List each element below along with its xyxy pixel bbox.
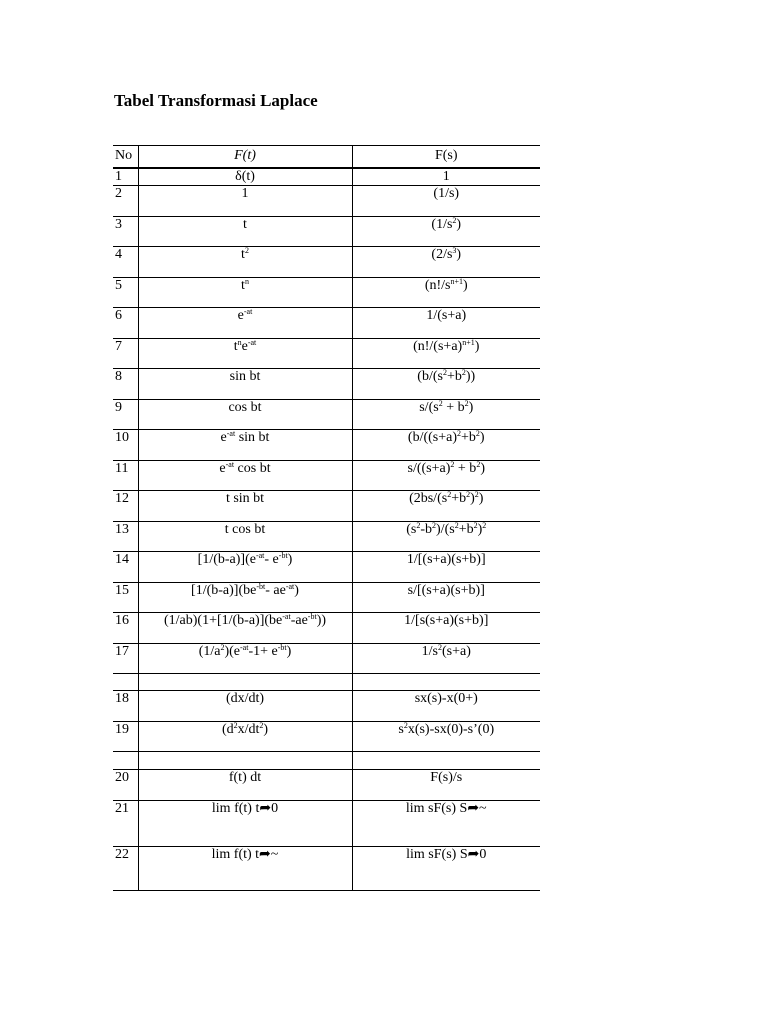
cell-no: 16 <box>113 612 138 643</box>
cell-fs: ($b/((s+a)^2+b^2)$ <box>352 429 540 460</box>
cell-ft <box>138 673 352 690</box>
table-row <box>113 643 540 673</box>
cell-no: 13 <box>113 521 138 551</box>
cell-fs <box>352 673 540 690</box>
cell-fs: lim sF(s) S➦0 <box>352 846 540 890</box>
table-row <box>113 168 540 185</box>
cell-no: 21 <box>113 800 138 846</box>
cell-fs: sx(s)-x(0+) <box>352 690 540 721</box>
cell-no: 19 <box>113 721 138 751</box>
table-row <box>113 721 540 751</box>
cell-no: 3 <box>113 216 138 246</box>
cell-no: 10 <box>113 429 138 460</box>
header-ft: F(t) <box>138 146 352 169</box>
cell-fs: $(n!/s^{n+1})$ <box>352 277 540 307</box>
cell-ft: $(1/ab)(1+[1/(b-a)](be^{-at}-ae^{-bt}))$ <box>138 612 352 643</box>
cell-fs: $s^2x(s)-sx(0)-s’(0)$ <box>352 721 540 751</box>
cell-no: 22 <box>113 846 138 890</box>
cell-fs: 1/[s(s+a)(s+b)] <box>352 612 540 643</box>
table-row <box>113 551 540 582</box>
cell-no: 15 <box>113 582 138 612</box>
header-fs: F(s) <box>352 146 540 169</box>
cell-no: 8 <box>113 368 138 399</box>
cell-fs: $(1/s^2)$ <box>352 216 540 246</box>
table-row <box>113 429 540 460</box>
cell-fs: $s/(s^2 + b^2)$ <box>352 399 540 429</box>
cell-no: 6 <box>113 307 138 338</box>
table-row <box>113 769 540 800</box>
cell-ft: 1 <box>138 185 352 216</box>
cell-ft: lim f(t) t➦0 <box>138 800 352 846</box>
cell-no <box>113 751 138 769</box>
cell-fs: $(b/(s^2+b^2))$ <box>352 368 540 399</box>
cell-no: 12 <box>113 490 138 521</box>
cell-no: 17 <box>113 643 138 673</box>
cell-no: 14 <box>113 551 138 582</box>
cell-no: 20 <box>113 769 138 800</box>
cell-fs: lim sF(s) S➦~ <box>352 800 540 846</box>
header-row <box>113 146 540 169</box>
cell-ft: $(d^2x/dt^2)$ <box>138 721 352 751</box>
cell-fs: $1/s^2(s+a)$ <box>352 643 540 673</box>
table-row <box>113 338 540 368</box>
cell-ft: $t^ne^{-at}$ <box>138 338 352 368</box>
table-row <box>113 216 540 246</box>
cell-ft: t sin bt <box>138 490 352 521</box>
table-row <box>113 307 540 338</box>
cell-ft: $t^2$ <box>138 246 352 277</box>
cell-fs: $(s^2-b^2)/(s^2+b^2)^2$ <box>352 521 540 551</box>
cell-no <box>113 673 138 690</box>
cell-fs <box>352 751 540 769</box>
header-no: No <box>113 146 138 169</box>
cell-fs: $(2/s^3)$ <box>352 246 540 277</box>
table-row <box>113 399 540 429</box>
cell-fs: 1 <box>352 168 540 185</box>
cell-ft: $[1/(b-a)](be^{-bt}-$ $ae^{-at}$) <box>138 582 352 612</box>
cell-fs: $s/((s+a)^2 + b^2)$ <box>352 460 540 490</box>
cell-ft: lim f(t) t➦~ <box>138 846 352 890</box>
cell-ft: cos bt <box>138 399 352 429</box>
table-row <box>113 368 540 399</box>
cell-no: 11 <box>113 460 138 490</box>
table-row <box>113 277 540 307</box>
cell-no: 7 <box>113 338 138 368</box>
cell-fs: 1/[(s+a)(s+b)] <box>352 551 540 582</box>
cell-fs: 1/(s+a) <box>352 307 540 338</box>
cell-ft: $e^{-at}$ cos bt <box>138 460 352 490</box>
cell-ft: $e^{-at}$ <box>138 307 352 338</box>
cell-no: 2 <box>113 185 138 216</box>
table-row <box>113 612 540 643</box>
table-row <box>113 582 540 612</box>
table-row <box>113 690 540 721</box>
table-row <box>113 846 540 890</box>
cell-no: 5 <box>113 277 138 307</box>
table-row <box>113 751 540 769</box>
cell-ft: $t^n$ <box>138 277 352 307</box>
table-row <box>113 246 540 277</box>
cell-fs: s/[(s+a)(s+b)] <box>352 582 540 612</box>
cell-ft: $(1/a^2)(e^{-at}-1+ e^{-bt})$ <box>138 643 352 673</box>
cell-fs: F(s)/s <box>352 769 540 800</box>
cell-no: 9 <box>113 399 138 429</box>
table-row <box>113 490 540 521</box>
table-body <box>113 168 540 890</box>
cell-fs: $(2bs/(s^2+b^2)^2)$ <box>352 490 540 521</box>
cell-no: 1 <box>113 168 138 185</box>
cell-ft: t cos bt <box>138 521 352 551</box>
table-header <box>113 146 540 169</box>
table-row <box>113 800 540 846</box>
cell-no: 18 <box>113 690 138 721</box>
cell-ft: f(t) dt <box>138 769 352 800</box>
cell-ft: t <box>138 216 352 246</box>
cell-ft: sin bt <box>138 368 352 399</box>
cell-ft: $[1/(b-a)](e^{-at}-$ $e^{-bt}$) <box>138 551 352 582</box>
page-title: Tabel Transformasi Laplace <box>114 91 318 110</box>
table-row <box>113 673 540 690</box>
cell-fs: $(n!/(s+a)^{n+1})$ <box>352 338 540 368</box>
cell-no: 4 <box>113 246 138 277</box>
laplace-table <box>113 145 540 891</box>
cell-fs: (1/s) <box>352 185 540 216</box>
cell-ft: $e^{-at}$ sin bt <box>138 429 352 460</box>
table-row <box>113 185 540 216</box>
cell-ft <box>138 751 352 769</box>
table-row <box>113 460 540 490</box>
cell-ft: (dx/dt) <box>138 690 352 721</box>
table-row <box>113 521 540 551</box>
cell-ft: δ(t) <box>138 168 352 185</box>
